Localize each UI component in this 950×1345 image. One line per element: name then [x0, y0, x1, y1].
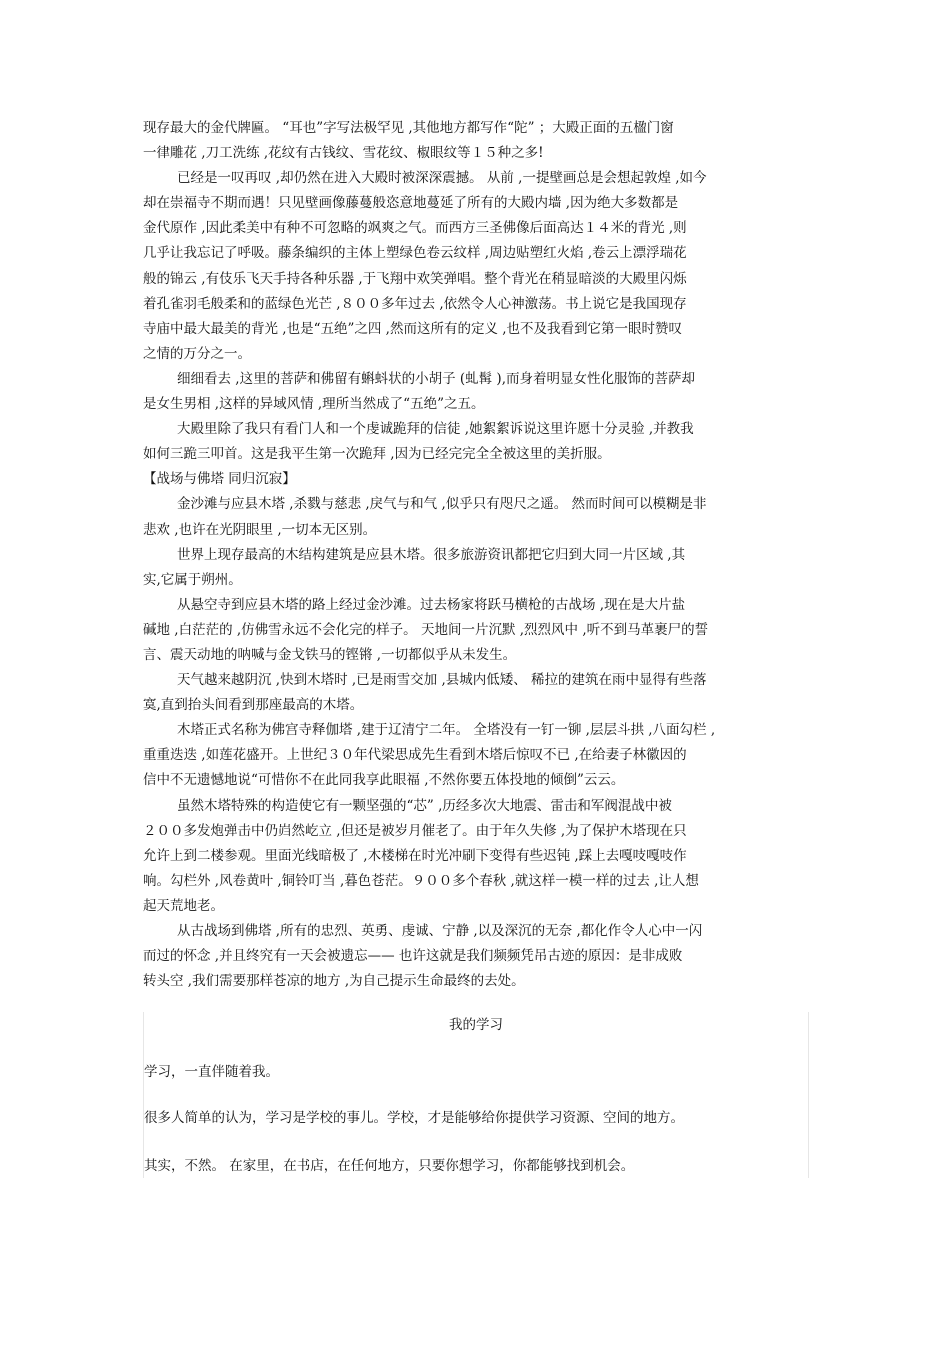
article-line: 现存最大的金代牌匾。 “耳也”字写法极罕见 ,其他地方都写作“陀” ；大殿正面的五楹门窗: [143, 120, 674, 136]
article-line: 碱地 ,白茫茫的 ,仿佛雪永远不会化完的样子。 天地间一片沉默 ,烈烈风中 ,听不到马革裹尸的誓: [143, 621, 709, 638]
article-line: 响。勾栏外 ,风卷黄叶 ,铜铃叮当 ,暮色苍茫。９００多个春秋 ,就这样一模一样的过去 ,让人想: [143, 872, 699, 889]
article-line: 而过的怀念 ,并且终究有一天会被遗忘—— 也许这就是我们频频凭吊古迹的原因：是非成败: [143, 948, 683, 965]
article-line: 如何三跪三叩首。这是我平生第一次跪拜 ,因为已经完完全全被这里的美折服。: [143, 446, 611, 463]
article-line: 从古战场到佛塔 ,所有的忠烈、英勇、虔诚、宁静 ,以及深沉的无奈 ,都化作令人心中一闪: [177, 923, 703, 939]
article-line: 已经是一叹再叹 ,却仍然在进入大殿时被深深震撼。 从前 ,一提壁画总是会想起敦煌 ,如今: [177, 170, 707, 187]
article-line: 世界上现存最高的木结构建筑是应县木塔。很多旅游资讯都把它归到大同一片区域 ,其: [177, 546, 686, 563]
article-line: 寞,直到抬头间看到那座最高的木塔。: [143, 697, 364, 714]
essay-title: 我的学习: [449, 1017, 503, 1033]
article-line: 重重迭迭 ,如莲花盛开。上世纪３０年代梁思成先生看到木塔后惊叹不已 ,在给妻子林徽因的: [143, 747, 687, 764]
article-line: 从悬空寺到应县木塔的路上经过金沙滩。过去杨家将跃马横枪的古战场 ,现在是大片盐: [177, 596, 686, 613]
article-line: 寺庙中最大最美的背光 ,也是“五绝”之四 ,然而这所有的定义 ,也不及我看到它第一眼时赞叹: [143, 320, 683, 337]
essay-paragraph-3: 其实，不然。 在家里，在书店，在任何地方，只要你想学习，你都能够找到机会。: [144, 1158, 635, 1174]
article-line: 一律雕花 ,刀工洗练 ,花纹有古钱纹、雪花纹、椒眼纹等１５种之多!: [143, 145, 544, 162]
article-line: 大殿里除了我只有看门人和一个虔诚跪拜的信徒 ,她絮絮诉说这里许愿十分灵验 ,并教我: [177, 421, 694, 438]
article-line: 般的锦云 ,有伎乐飞天手持各种乐器 ,于飞翔中欢笑弹唱。整个背光在稍显暗淡的大殿里闪烁: [143, 270, 687, 287]
article-line: 转头空 ,我们需要那样苍凉的地方 ,为自己提示生命最终的去处。: [143, 973, 525, 990]
article-line: 允许上到二楼参观。里面光线暗极了 ,木楼梯在时光冲刷下变得有些迟钝 ,踩上去嘎吱嘎吱作: [143, 847, 687, 864]
article-line: 起天荒地老。: [143, 897, 224, 914]
article-line: 之情的万分之一。: [143, 345, 251, 362]
article-line: ２００多发炮弹击中仍岿然屹立 ,但还是被岁月催老了。由于年久失修 ,为了保护木塔现在只: [143, 822, 687, 839]
article-line: 言、震天动地的呐喊与金戈铁马的铿锵 ,一切都似乎从未发生。: [143, 646, 517, 663]
article-line: 木塔正式名称为佛宫寺释伽塔 ,建于辽清宁二年。 全塔没有一钉一铆 ,层层斗拱 ,八面勾栏 ,: [177, 722, 716, 739]
article-line: 却在崇福寺不期而遇！只见壁画像藤蔓般恣意地蔓延了所有的大殿内墙 ,因为绝大多数都是: [143, 195, 679, 212]
article-line: 细细看去 ,这里的菩萨和佛留有蝌蚪状的小胡子 (虬髯 ),而身着明显女性化服饰的菩萨却: [177, 370, 695, 387]
article-line: 是女生男相 ,这样的异域风情 ,理所当然成了“五绝”之五。: [143, 396, 485, 413]
article-line: 虽然木塔特殊的构造使它有一颗坚强的“芯” ,历经多次大地震、雷击和军阀混战中被: [177, 797, 672, 814]
article-line: 悲欢 ,也许在光阴眼里 ,一切本无区别。: [143, 521, 377, 538]
article-line: 着孔雀羽毛般柔和的蓝绿色光芒 ,８００多年过去 ,依然令人心神激荡。书上说它是我国现存: [143, 295, 687, 312]
travel-article: [143, 116, 808, 994]
essay-paragraph-2: 很多人简单的认为，学习是学校的事儿。学校，才是能够给你提供学习资源、空间的地方。: [144, 1110, 684, 1126]
section-heading: 【战场与佛塔 同归沉寂】: [143, 471, 296, 488]
essay-paragraph-1: 学习，一直伴随着我。: [144, 1064, 279, 1080]
article-line: 金代原作 ,因此柔美中有种不可忽略的飒爽之气。而西方三圣佛像后面高达１４米的背光 ,则: [143, 220, 687, 237]
article-line: 天气越来越阴沉 ,快到木塔时 ,已是雨雪交加 ,县城内低矮、 稀拉的建筑在雨中显得有些落: [177, 672, 707, 689]
article-line: 实,它属于朔州。: [143, 571, 242, 588]
article-line: 金沙滩与应县木塔 ,杀戮与慈悲 ,戾气与和气 ,似乎只有咫尺之遥。 然而时间可以模糊是非: [177, 496, 707, 513]
article-line: 几乎让我忘记了呼吸。藤条编织的主体上塑绿色卷云纹样 ,周边贴塑红火焰 ,卷云上漂浮瑞花: [143, 245, 687, 262]
article-line: 信中不无遗憾地说“可惜你不在此同我享此眼福 ,不然你要五体投地的倾倒”云云。: [143, 772, 625, 789]
essay-my-learning: [143, 1012, 809, 1178]
